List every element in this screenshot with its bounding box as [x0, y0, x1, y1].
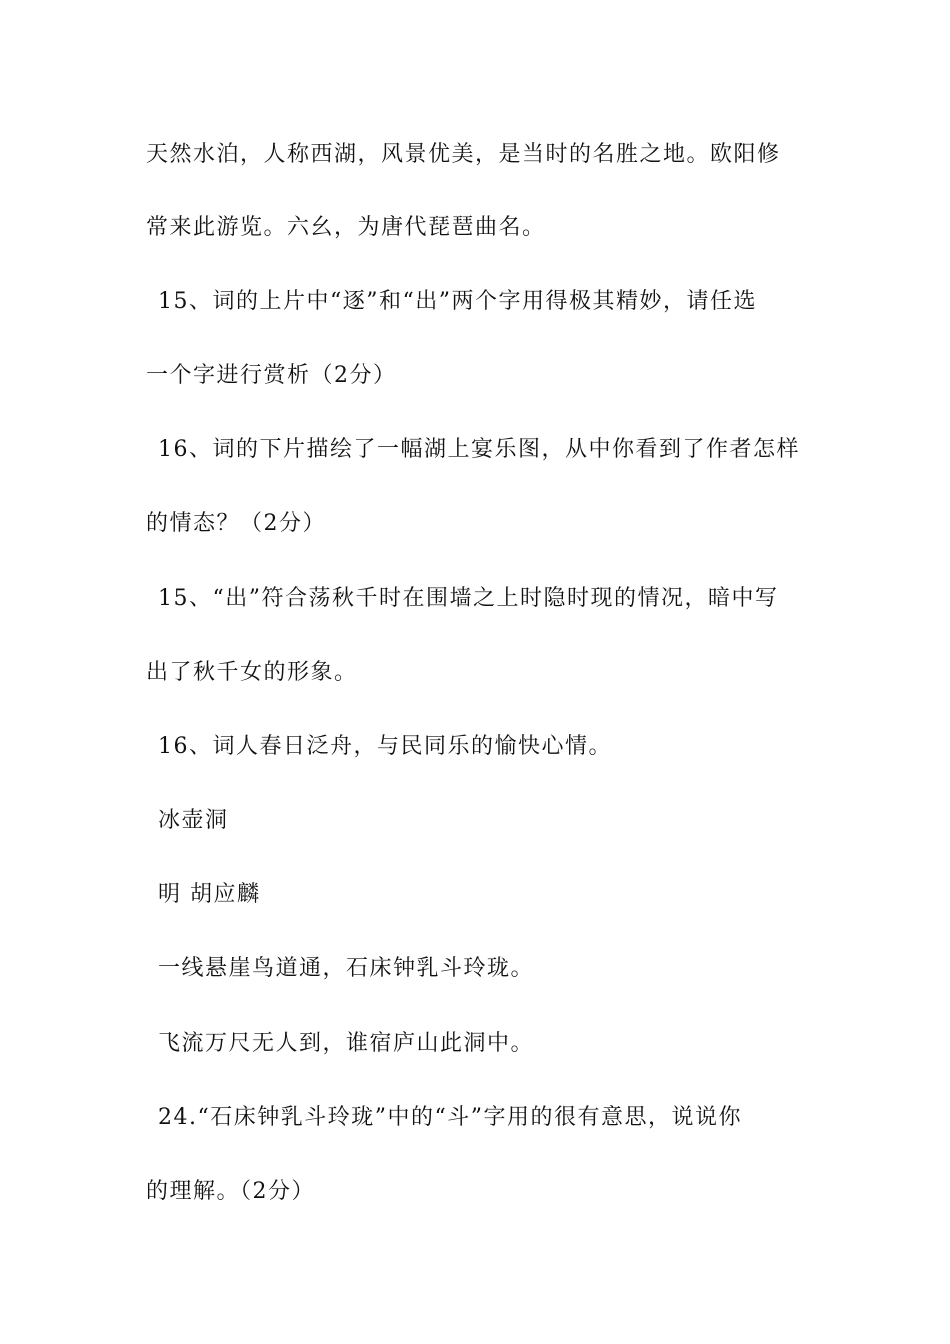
question-15-continued: 一个字进行赏析（2分） — [146, 363, 397, 388]
question-16-continued: 的情态？（2分） — [146, 511, 326, 536]
answer-16: 16、词人春日泛舟，与民同乐的愉快心情。 — [158, 734, 612, 759]
poem-author: 明 胡应麟 — [158, 882, 261, 907]
answer-15: 15、“出”符合荡秋千时在围墙之上时隐时现的情况，暗中写 — [158, 586, 779, 611]
poem-line: 飞流万尺无人到，谁宿庐山此洞中。 — [158, 1031, 535, 1056]
poem-line: 一线悬崖鸟道通，石床钟乳斗玲珑。 — [158, 956, 535, 981]
question-24-continued: 的理解。（2分） — [146, 1179, 315, 1204]
passage-line: 常来此游览。六幺，为唐代琵琶曲名。 — [146, 215, 546, 240]
passage-line: 天然水泊，人称西湖，风景优美，是当时的名胜之地。欧阳修 — [146, 142, 781, 167]
answer-15-continued: 出了秋千女的形象。 — [146, 660, 358, 685]
question-24: 24.“石床钟乳斗玲珑”中的“斗”字用的很有意思，说说你 — [158, 1105, 742, 1130]
question-16: 16、词的下片描绘了一幅湖上宴乐图，从中你看到了作者怎样 — [158, 437, 800, 462]
poem-title: 冰壶洞 — [158, 808, 229, 833]
question-15: 15、词的上片中“逐”和“出”两个字用得极其精妙，请任选 — [158, 289, 757, 314]
